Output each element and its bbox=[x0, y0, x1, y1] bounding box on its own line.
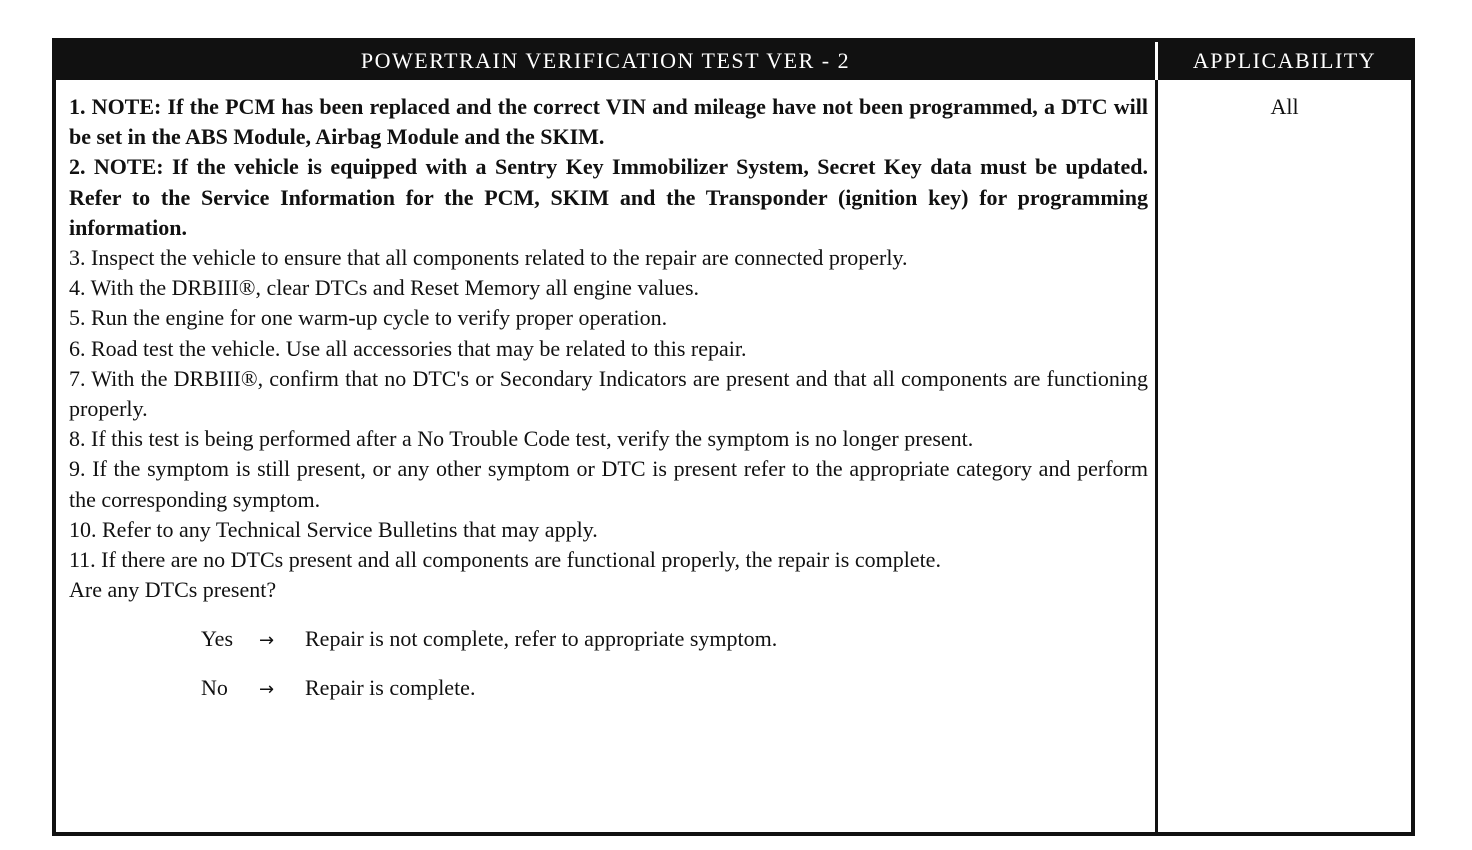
steps-list bbox=[69, 92, 1148, 575]
answer-label: No bbox=[201, 675, 228, 701]
applicability-header: APPLICABILITY bbox=[1158, 42, 1411, 80]
test-step: 7. With the DRBIII®, confirm that no DTC's or Secondary Indicators are present and that all components are functioning properly. bbox=[69, 365, 1148, 422]
test-step: 9. If the symptom is still present, or any other symptom or DTC is present refer to the appropriate category and perform the corresponding symptom. bbox=[69, 456, 1148, 512]
answer-text: Repair is complete. bbox=[305, 675, 476, 701]
applicability-cell bbox=[1158, 80, 1411, 832]
question-text: Are any DTCs present? bbox=[69, 577, 277, 603]
answer-text: Repair is not complete, refer to appropriate symptom. bbox=[305, 626, 778, 652]
test-steps-cell bbox=[56, 80, 1158, 832]
answers-list bbox=[69, 624, 1148, 722]
answer-no bbox=[69, 673, 1148, 722]
answer-label: Yes bbox=[201, 626, 234, 652]
table-title: POWERTRAIN VERIFICATION TEST VER - 2 bbox=[56, 42, 1158, 80]
test-step: 8. If this test is being performed after a No Trouble Code test, verify the symptom is no longer present. bbox=[69, 426, 974, 452]
test-step: 11. If there are no DTCs present and all components are functional properly, the repair is complete. bbox=[69, 547, 941, 573]
answer-yes bbox=[69, 624, 1148, 673]
test-step: 6. Road test the vehicle. Use all accessories that may be related to this repair. bbox=[69, 335, 747, 361]
test-step: 3. Inspect the vehicle to ensure that all components related to the repair are connected properly. bbox=[69, 245, 908, 271]
applicability-value: All bbox=[1270, 94, 1299, 119]
verification-test-table bbox=[52, 38, 1415, 836]
test-step: 5. Run the engine for one warm-up cycle to verify proper operation. bbox=[69, 305, 668, 331]
right-arrow-icon: → bbox=[259, 630, 275, 652]
test-step: 10. Refer to any Technical Service Bulletins that may apply. bbox=[69, 516, 598, 542]
test-step: 1. NOTE: If the PCM has been replaced and the correct VIN and mileage have not been programmed, a DTC will be set in the ABS Module, Airbag Module and the SKIM. bbox=[69, 94, 1148, 150]
test-step: 2. NOTE: If the vehicle is equipped with a Sentry Key Immobilizer System, Secret Key data must be updated. Refer to the Service Information for the PCM, SKIM and the Transponder (ignition key) for programming information. bbox=[69, 154, 1148, 240]
test-step: 4. With the DRBIII®, clear DTCs and Reset Memory all engine values. bbox=[69, 275, 700, 301]
right-arrow-icon: → bbox=[259, 679, 275, 701]
